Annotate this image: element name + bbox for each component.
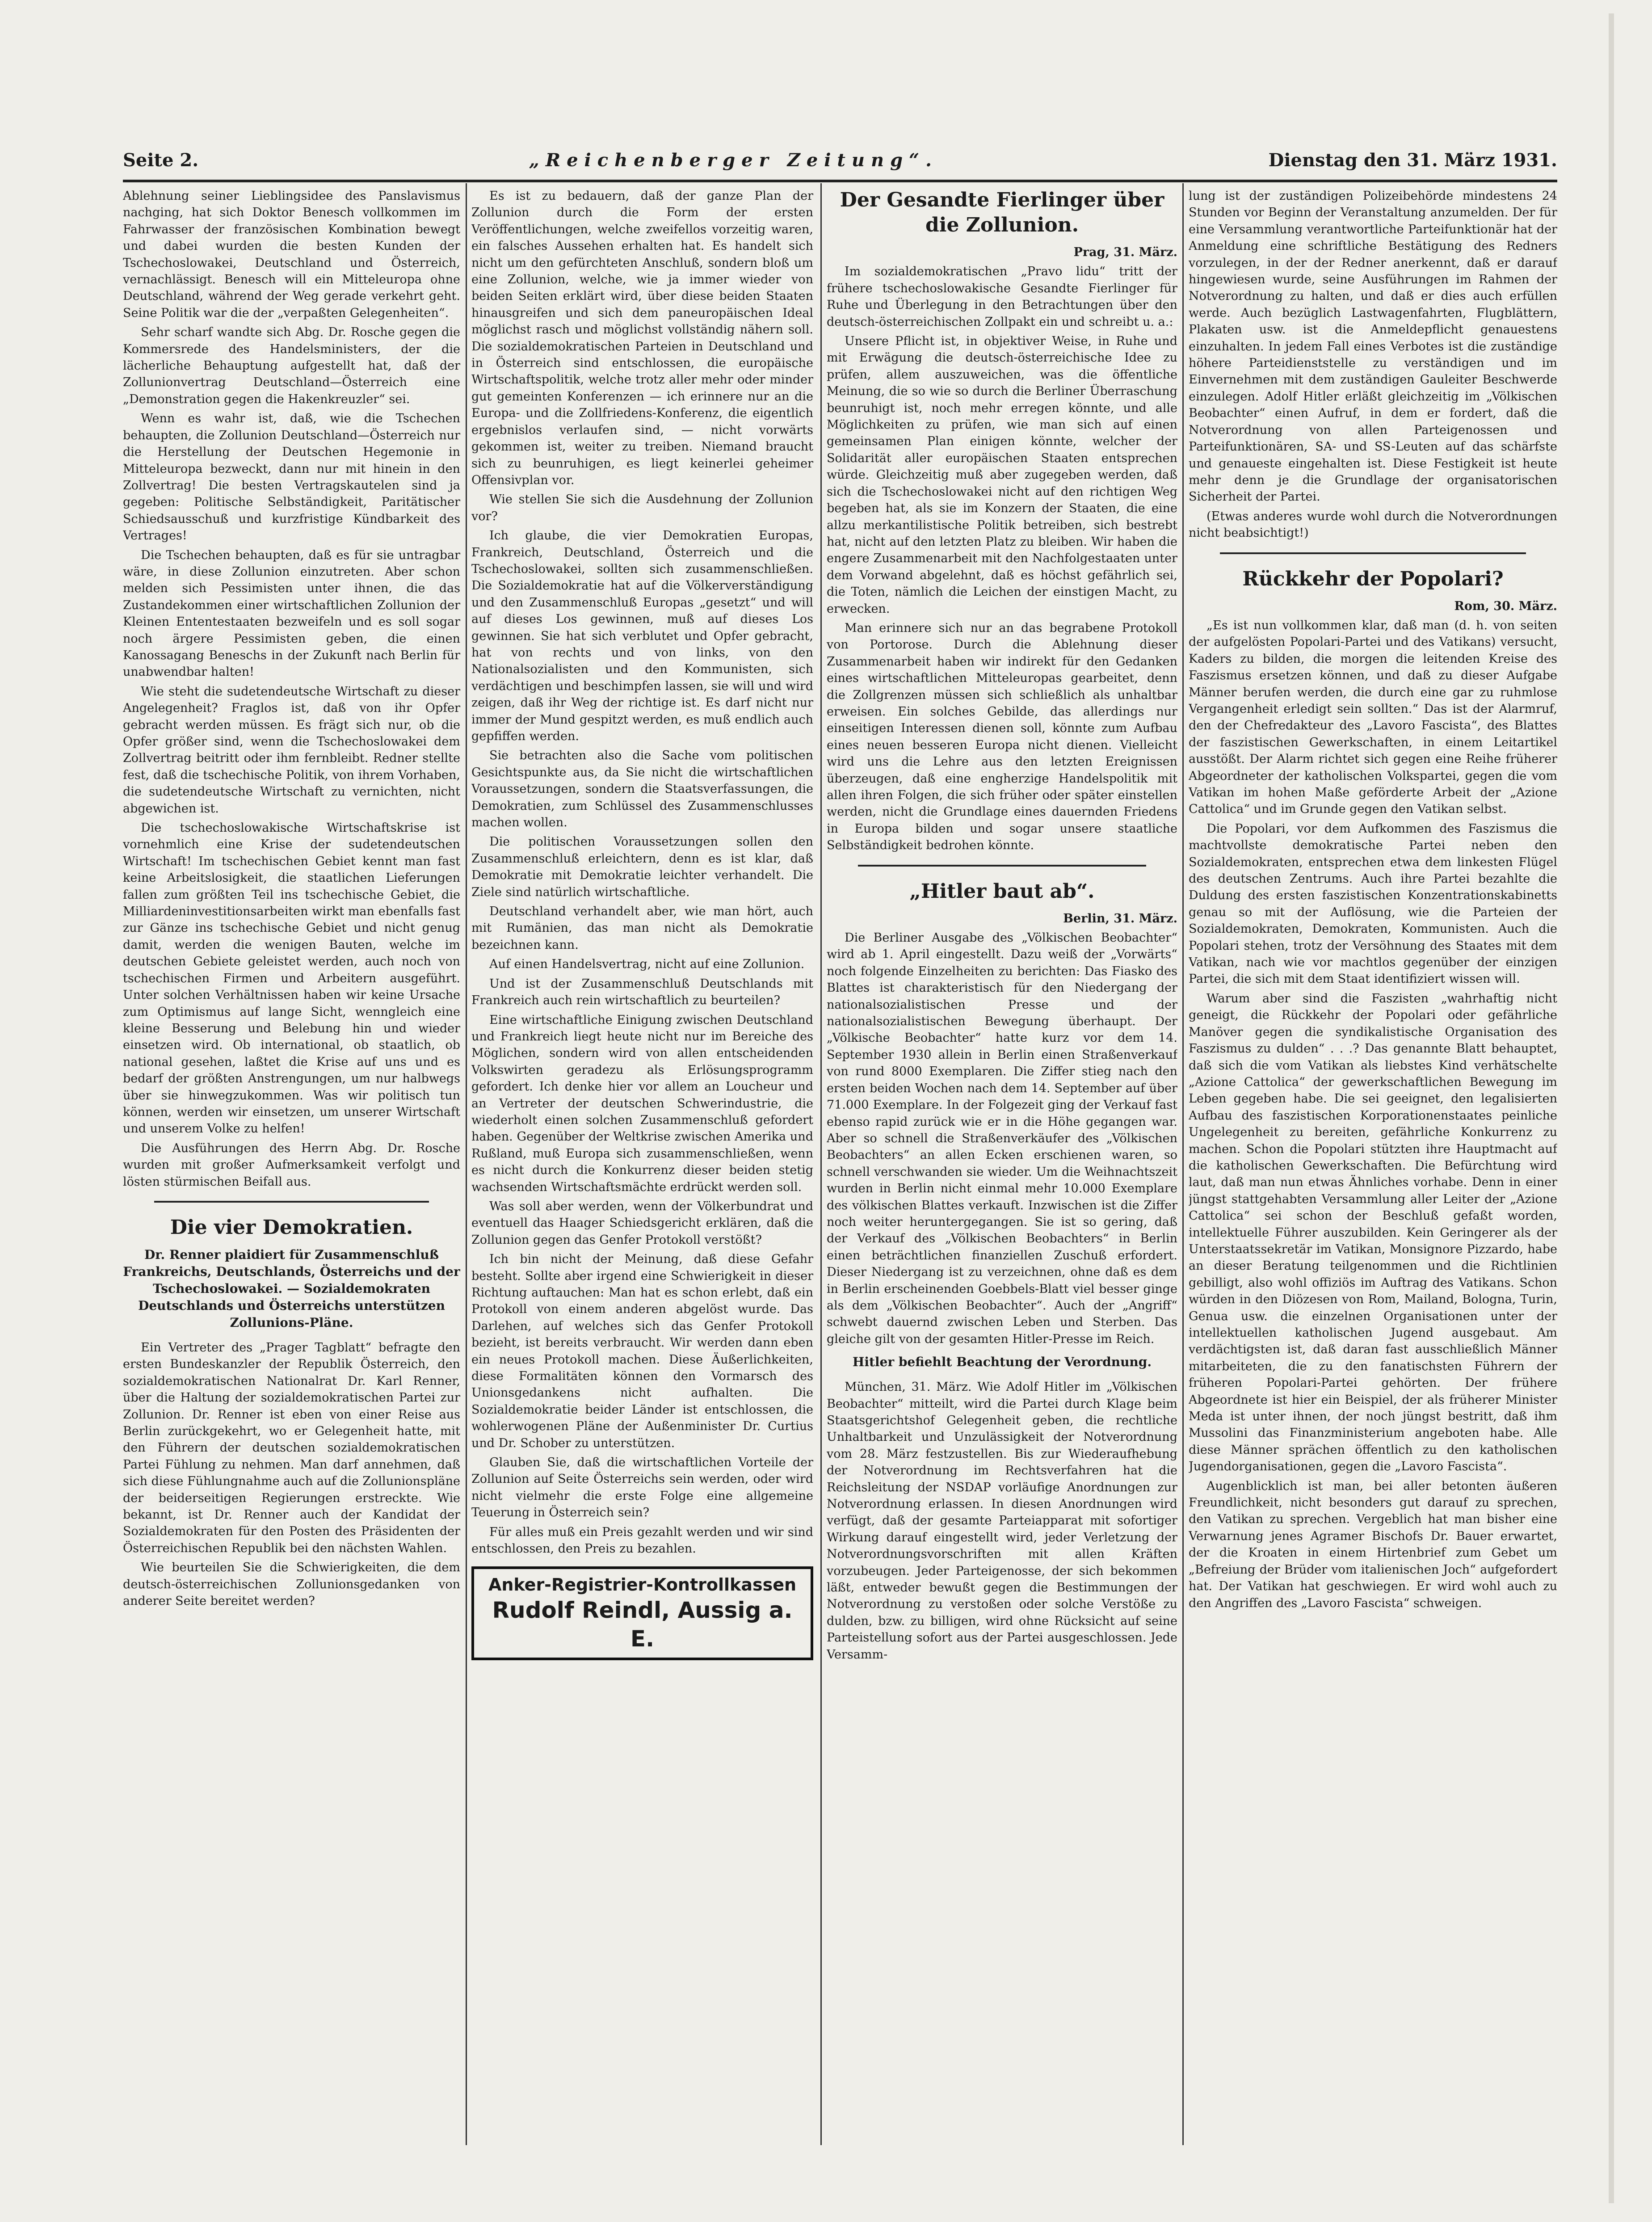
column-2 [471, 188, 813, 2145]
column-4 [1189, 188, 1557, 2145]
column-3 [827, 188, 1177, 2145]
article-paragraph: Eine wirtschaftliche Einigung zwischen Deutschland und Frankreich liegt heute nicht nur im Bereiche des Möglichen, sondern wird von allen entscheidenden Volkswirten geradezu als Erlösungsprogramm gefordert. Ich denke hier vor allem an Loucheur und an Vertreter der deutschen Schwerindustrie, die wiederholt einen solchen Zusammenschluß gefordert haben. Gegenüber der Weltkrise zwischen Amerika und Rußland, muß Europa sich zusammenschließen, wenn es nicht durch die Konkurrenz dieser beiden stetig wachsenden Wirtschaftsmächte erdrückt werden soll. [471, 1013, 813, 1194]
newspaper-title: „Reichenberger Zeitung“. [529, 149, 938, 171]
article-paragraph: Auf einen Handelsvertrag, nicht auf eine Zollunion. [489, 957, 805, 972]
article-paragraph: (Etwas anderes wurde wohl durch die Notverordnungen nicht beabsichtigt!) [1189, 509, 1557, 540]
article-paragraph: Die tschechoslowakische Wirtschaftskrise ist vornehmlich eine Krise der sudetendeutschen Wirtschaft! Im tschechischen Gebiet kennt man fast keine Arbeitslosigkeit, die staatlichen Lieferungen fallen zum größten Teil ins tschechische Gebiet, die Milliardeninvestitionsarbeiten wirkt man ebenfalls fast zur Gänze ins tschechische Gebiet und nicht genug damit, werden die wenigen Bauten, welche im deutschen Gebiete geleistet werden, auch noch von tschechischen Firmen und Arbeitern ausgeführt. Unter solchen Verhältnissen haben wir keine Ursache zum Optimismus auf lange Sicht, wenngleich eine kleine Besserung und Belebung hin und wieder einsetzen wird. Ob international, ob staatlich, ob national gesehen, laßtet die Krise auf uns und es bedarf der größten Anstrengungen, um nur halbwegs über sie hinwegzukommen. Was wir politisch tun können, werden wir einsetzen, um unserer Wirtschaft und unserem Volke zu helfen! [123, 821, 460, 1136]
article-paragraph: Sehr scharf wandte sich Abg. Dr. Rosche gegen die Kommersrede des Handelsministers, der die lächerliche Behauptung aufgestellt hat, daß der Zollunionvertrag Deutschland—Österreich eine „Demonstration gegen die Hakenkreuzler“ sei. [123, 325, 460, 406]
interview-question: Sie betrachten also die Sache vom politischen Gesichtspunkte aus, da Sie nicht die wirtschaftlichen Voraussetzungen, sondern die Staatsverfassungen, die Demokratien, zum Schlüssel des Zusammenschlusses machen wollen. [471, 749, 813, 830]
ad-line-2: Rudolf Reindl, Aussig a. E. [492, 1597, 793, 1652]
dateline: Berlin, 31. März. [1063, 911, 1177, 926]
column-1 [123, 188, 460, 2145]
article-paragraph: Wenn es wahr ist, daß, wie die Tschechen behaupten, die Zollunion Deutschland—Österreich nur die Herstellung der Deutschen Hegemonie in Mitteleuropa bezweckt, dann nur mit hinein in den Zollvertrag! Die besten Vertragskautelen sind ja gegeben: Politische Selbständigkeit, Paritätischer Schiedsausschuß und kurzfristige Kündbarkeit des Vertrages! [123, 412, 460, 543]
article-paragraph: Wie steht die sudetendeutsche Wirtschaft zu dieser Angelegenheit? Fraglos ist, daß von ihr Opfer gebracht werden müssen. Es frägt sich nur, ob die Opfer größer sind, wenn die Tschechoslowakei dem Zollvertrag beitritt oder ihm fernbleibt. Redner stellte fest, daß die tschechische Politik, von ihrem Vorhaben, die sudetendeutsche Wirtschaft zu vernichten, nicht abgewichen ist. [123, 684, 460, 816]
article-heading: Der Gesandte Fierlinger über die Zollunion. [840, 189, 1164, 236]
article-paragraph: Es ist zu bedauern, daß der ganze Plan der Zollunion durch die Form der ersten Veröffentlichungen, welche zweifellos vorzeitig waren, ein falsches Aussehen erhalten hat. Es handelt sich nicht um den gefürchteten Anschluß, sondern bloß um eine Zollunion, welche, wie ja immer wieder von beiden Seiten erklärt wird, über diese beiden Staaten hinausgreifen und sich dem paneuropäischen Ideal möglichst rasch und möglichst vollständig nähern soll. Die sozialdemokratischen Parteien in Deutschland und in Österreich sind entschlossen, die europäische Wirtschaftspolitik, welche trotz aller mehr oder minder gut gemeinten Konferenzen — ich erinnere nur an die Europa- und die Zollfriedens-Konferenz, die eigentlich ergebnislos verlaufen sind, — nicht vorwärts gekommen ist, weiter zu treiben. Niemand braucht sich zu beunruhigen, es liegt keinerlei geheimer Offensivplan vor. [471, 189, 813, 487]
advertisement [471, 1566, 813, 1660]
column-rule [1182, 183, 1184, 2145]
article-paragraph: „Es ist nun vollkommen klar, daß man (d. h. von seiten der aufgelösten Popolari-Partei und des Vatikans) versucht, Kaders zu bilden, die morgen die leitenden Kreise des Faszismus ersetzen können, und daß zu dieser Aufgabe Männer berufen werden, die durch eine gar zu ruhmlose Vergangenheit erledigt sein sollten.“ Das ist der Alarmruf, den der Chefredakteur des „Lavoro Fascista“, des Blattes der faszistischen Gewerkschaften, in einem Leitartikel ausstößt. Der Alarm richtet sich gegen eine Reihe früherer Abgeordneter der katholischen Volkspartei, gegen die vom Vatikan im hohen Maße geförderte Arbeit der „Azione Cattolica“ und im Grunde gegen den Vatikan selbst. [1189, 618, 1557, 816]
article-separator [154, 1201, 429, 1203]
article-paragraph: Ein Vertreter des „Prager Tagblatt“ befragte den ersten Bundeskanzler der Republik Österreich, den sozialdemokratischen Nationalrat Dr. Karl Renner, über die Haltung der sozialdemokratischen Partei zur Zollunion. Dr. Renner ist eben von einer Reise aus Berlin zurückgekehrt, wo er Gelegenheit hatte, mit den Führern der deutschen sozialdemokratischen Partei Fühlung zu nehmen. Man darf annehmen, daß sich diese Fühlungnahme auch auf die Zollunionspläne der beiderseitigen Regierungen erstreckte. Wie bekannt, ist Dr. Renner auch der Kandidat der Sozialdemokraten für den Posten des Präsidenten der Österreichischen Republik bei den nächsten Wahlen. [123, 1340, 460, 1555]
column-rule [466, 183, 467, 2145]
interview-question: Und ist der Zusammenschluß Deutschlands mit Frankreich auch rein wirtschaftlich zu beurteilen? [471, 976, 813, 1008]
interview-question: Was soll aber werden, wenn der Völkerbundrat und eventuell das Haager Schiedsgericht erklären, daß die Zollunion gegen das Genfer Protokoll verstößt? [471, 1199, 813, 1247]
article-paragraph: Deutschland verhandelt aber, wie man hört, auch mit Rumänien, das man nicht als Demokratie bezeichnen kann. [471, 905, 813, 952]
column-rule [820, 183, 822, 2145]
article-paragraph: Die Popolari, vor dem Aufkommen des Faszismus die machtvollste demokratische Partei neben den Sozialdemokraten, entsprechen etwa dem linkesten Flügel des deutschen Zentrums. Auch ihre Partei bezahlte die Duldung des ersten faszistischen Konzentrationskabinetts genau so mit der Auflösung, wie die Parteien der Sozialdemokraten, Demokraten, Kommunisten. Auch die Popolari stehen, trotz der Versöhnung des Staates mit dem Vatikan, nach wie vor machtlos gegenüber der einzigen Partei, die sich mit dem Staat identifiziert wissen will. [1189, 821, 1557, 986]
article-paragraph: Die Berliner Ausgabe des „Völkischen Beobachter“ wird ab 1. April eingestellt. Dazu weiß der „Vorwärts“ noch folgende Einzelheiten zu berichten: Das Fiasko des Blattes ist charakteristisch für den Niedergang der nationalsozialistischen Presse und der nationalsozialistischen Bewegung überhaupt. Der „Völkische Beobachter“ hatte kurz vor dem 14. September 1930 allein in Berlin einen Straßenverkauf von rund 8000 Exemplaren. Die Ziffer stieg nach den ersten beiden Wochen nach dem 14. September auf über 71.000 Exemplare. In der Folgezeit ging der Verkauf fast ebenso rapid zurück wie er in die Höhe gegangen war. Aber so schnell die Straßenverkäufer des „Völkischen Beobachters“ an allen Ecken erschienen waren, so schnell verschwanden sie wieder. Um die Weihnachtszeit wurden in Berlin nicht einmal mehr 10.000 Exemplare des völkischen Blattes verkauft. Inzwischen ist die Ziffer noch weiter heruntergegangen. Sie ist so gering, daß der Verkauf des „Völkischen Beobachters“ in Berlin einen beträchtlichen finanziellen Zuschuß erfordert. Dieser Niedergang ist zu verzeichnen, ohne daß es dem in Berlin erscheinenden Goebbels-Blatt viel besser ginge als dem „Völkischen Beobachter“. Auch der „Angriff“ schwebt dauernd zwischen Leben und Sterben. Das gleiche gilt von der gesamten Hitler-Presse im Reich. [827, 931, 1177, 1346]
article-paragraph: Die Ausführungen des Herrn Abg. Dr. Rosche wurden mit großer Aufmerksamkeit verfolgt und lösten stürmischen Beifall aus. [123, 1141, 460, 1189]
interview-question: Wie stellen Sie sich die Ausdehnung der Zollunion vor? [471, 492, 813, 523]
article-paragraph: Augenblicklich ist man, bei aller betonten äußeren Freundlichkeit, nicht besonders gut darauf zu sprechen, den Vatikan zu sprechen. Vergeblich hat man bisher eine Verwarnung jenes Agramer Bischofs Dr. Bauer erwartet, der die Kroaten in einem Hirtenbrief zum Gebet um „Befreiung der Brüder vom italienischen Joch“ aufgefordert hat. Der Vatikan hat geschwiegen. Er wird wohl auch zu den Angriffen des „Lavoro Fascista“ schweigen. [1189, 1479, 1557, 1610]
article-paragraph: Ich bin nicht der Meinung, daß diese Gefahr besteht. Sollte aber irgend eine Schwierigkeit in dieser Richtung auftauchen: Man hat es schon erlebt, daß ein Protokoll von einem anderen abgelöst wurde. Das Darlehen, auf welches sich das Genfer Protokoll bezieht, ist bereits verbraucht. Wir werden dann eben ein neues Protokoll machen. Diese Äußerlichkeiten, diese Formalitäten können den Vormarsch des Unionsgedankens nicht aufhalten. Die Sozialdemokratie beider Länder ist entschlossen, die wohlerwogenen Pläne der Außenminister Dr. Curtius und Dr. Schober zu unterstützen. [471, 1252, 813, 1450]
page-edge-shadow [1609, 13, 1614, 2203]
header-rule [123, 180, 1557, 182]
article-paragraph: Wie beurteilen Sie die Schwierigkeiten, die dem deutsch-österreichischen Zollunionsgedanken von anderer Seite bereitet werden? [123, 1561, 460, 1608]
article-paragraph: Ich glaube, die vier Demokratien Europas, Frankreich, Deutschland, Österreich und die Tschechoslowakei, sollten sich zusammenschließen. Die Sozialdemokratie hat auf die Völkerverständigung und den Zusammenschluß Europas „gesetzt“ und will auf dieses Los gewinnen, muß auf dieses Los gewinnen. Sie hat sich verblutet und Opfer gebracht, hat von rechts und von links, von den Nationalsozialisten und den Kommunisten, sich verdächtigen und beschimpfen lassen, sie will und wird zeigen, daß ihr Weg der richtige ist. Es darf nicht nur immer der Mund gespitzt werden, es muß endlich auch gepfiffen werden. [471, 529, 813, 743]
article-paragraph: Man erinnere sich nur an das begrabene Protokoll von Portorose. Durch die Ablehnung dieser Zusammenarbeit haben wir indirekt für den Gedanken eines wirtschaftlichen Mitteleuropas gearbeitet, denn die Zollgrenzen müssen sich schließlich als unhaltbar erweisen. Ein solches Gebilde, das allerdings nur einseitigen Interessen dienen soll, könnte zum Aufbau eines neuen besseren Europa nicht dienen. Vielleicht wird uns die Lehre aus den letzten Ereignissen überzeugen, daß eine engherzige Handelspolitik mit allen ihren Folgen, die sich früher oder später einstellen werden, nicht die Grundlage eines dauernden Friedens in Europa bilden und sogar unsere staatliche Selbständigkeit bedrohen könnte. [827, 621, 1177, 853]
page-number: Seite 2. [123, 149, 199, 171]
article-separator [858, 865, 1146, 867]
issue-date: Dienstag den 31. März 1931. [1268, 149, 1557, 171]
article-paragraph: München, 31. März. Wie Adolf Hitler im „Völkischen Beobachter“ mitteilt, wird die Partei durch Klage beim Staatsgerichtshof Gelegenheit geben, die rechtliche Unhaltbarkeit und Unzulässigkeit der Notverordnung vom 28. März festzustellen. Bis zur Wiederaufhebung der Notverordnung im Rechtsverfahren hat die Reichsleitung der NSDAP vorläufige Anordnungen zur Notverordnung erlassen. In diesen Anordnungen wird verfügt, daß der gesamte Parteiapparat mit sofortiger Wirkung darauf eingestellt wird, jeder Verletzung der Notverordnungsvorschriften mit allen Kräften vorzubeugen. Jeder Parteigenosse, der sich bekommen läßt, entweder bewußt gegen die Bestimmungen der Notverordnung zu verstoßen oder solche Verstöße zu dulden, bzw. zu billigen, wird ohne Rücksicht auf seine Parteistellung sofort aus der Partei ausgeschlossen. Jede Versamm- [827, 1380, 1177, 1662]
article-heading: Die vier Demokratien. [170, 1216, 413, 1239]
article-paragraph: Die politischen Voraussetzungen sollen den Zusammenschluß erleichtern, denn es ist klar, daß Demokratie mit Demokratie leichter verhandelt. Die Ziele sind natürlich wirtschaftliche. [471, 835, 813, 899]
article-paragraph: Warum aber sind die Faszisten „wahrhaftig nicht geneigt, die Rückkehr der Popolari oder gefährliche Manöver gegen die syndikalistische Organisation des Faszismus zu dulden“ . . .? Das genannte Blatt behauptet, daß sich die vom Vatikan als liebstes Kind verhätschelte „Azione Cattolica“ der gewerkschaftlichen Bewegung im Leben gegeben habe. Die sei geeignet, den legalisierten Aufbau des faszistischen Korporationenstaates peinliche Ungelegenheit zu bereiten, gefährliche Konkurrenz zu machen. Schon die Popolari stützten ihre Hauptmacht auf die katholischen Gewerkschaften. Die Befürchtung wird laut, daß man nun etwas Ähnliches vorhabe. Denn in einer jüngst stattgehabten Versammlung aller Leiter der „Azione Cattolica“ sei schon der Beschluß gefaßt worden, intellektuelle Führer auszubilden. Kein Geringerer als der Unterstaatssekretär im Vatikan, Monsignore Pizzardo, habe an dieser Beratung teilgenommen und die Richtlinien gebilligt, also wohl offiziös im Auftrag des Vatikans. Schon würden in den Diözesen von Rom, Mailand, Bologna, Turin, Genua usw. die einzelnen Organisationen unter der intellektuellen katholischen Jugend ausgebaut. Am verdächtigsten ist, daß daran fast ausschließlich Männer mitarbeiteten, die zu den fanatischsten Führern der früheren Popolari-Partei gehörten. Der frühere Abgeordnete ist hier ein Beispiel, der als früherer Minister Meda ist unter ihnen, der noch jüngst bestritt, daß ihm Mussolini das Finanzministerium angeboten habe. Alle diese Männer sprächen öffentlich zu den katholischen Jugendorganisationen, gegen die „Lavoro Fascista“. [1189, 991, 1557, 1474]
article-separator [1220, 552, 1526, 554]
article-paragraph: Ablehnung seiner Lieblingsidee des Panslavismus nachging, hat sich Doktor Benesch vollkommen im Fahrwasser der französischen Kombination bewegt und dabei wurden die besten Kunden der Tschechoslowakei, Deutschland und Österreich, vernachlässigt. Benesch will ein Mitteleuropa ohne Deutschland, während der Weg gerade verkehrt geht. Seine Politik war die der „verpaßten Gelegenheiten“. [123, 189, 460, 320]
article-paragraph: Die Tschechen behaupten, daß es für sie untragbar wäre, in diese Zollunion einzutreten. Aber schon melden sich Pessimisten unter ihnen, die das Zustandekommen einer wirtschaftlichen Zollunion der Kleinen Ententestaaten bezweifeln und es soll sogar noch ärgere Pessimisten geben, die einen Kanossagang Beneschs in der Zukunft nach Berlin für unabwendbar halten! [123, 548, 460, 679]
dateline: Rom, 30. März. [1454, 599, 1557, 613]
article-heading: Rückkehr der Popolari? [1242, 567, 1504, 590]
article-paragraph: Unsere Pflicht ist, in objektiver Weise, in Ruhe und mit Erwägung die deutsch-österreichische Idee zu prüfen, allem auszuweichen, was die öffentliche Meinung, die so wie so durch die Berliner Überraschung beunruhigt ist, noch mehr erregen könnte, und alle Möglichkeiten zu prüfen, wie man sich auf einen gemeinsamen Plan einigen könnte, welcher der Solidarität aller europäischen Staaten entsprechen würde. Gleichzeitig muß aber zugegeben werden, daß sich die Tschechoslowakei nicht auf den richtigen Weg begeben hat, als sie im Konzern der Staaten, die eine allzu merkantilistische Politik betreiben, sich bestrebt hat, nicht auf den letzten Platz zu bleiben. Wir haben die engere Zusammenarbeit mit den Nachfolgestaaten unter dem Vorwand abgelehnt, daß es höchst gefährlich sei, die Toten, nämlich die Leichen der einstigen Macht, zu erwecken. [827, 334, 1177, 616]
article-subheading: Hitler befiehlt Beachtung der Verordnung. [852, 1355, 1152, 1370]
page-header [123, 142, 1557, 178]
dateline: Prag, 31. März. [1073, 245, 1177, 259]
article-paragraph: Für alles muß ein Preis gezahlt werden und wir sind entschlossen, den Preis zu bezahlen. [471, 1525, 813, 1556]
article-subheading: Dr. Renner plaidiert für Zusammenschluß Frankreichs, Deutschlands, Österreichs und der Tschechoslowakei. — Sozialdemokraten Deutschlands und Österreichs unterstützen Zollunions-Pläne. [123, 1247, 460, 1330]
article-paragraph: Im sozialdemokratischen „Pravo lidu“ tritt der frühere tschechoslowakische Gesandte Fierlinger für Ruhe und Überlegung in den Betrachtungen über den deutsch-österreichischen Zollpakt ein und schreibt u. a.: [827, 265, 1177, 329]
ad-line-1: Anker-Registrier-Kontrollkassen [488, 1574, 797, 1595]
article-paragraph: lung ist der zuständigen Polizeibehörde mindestens 24 Stunden vor Beginn der Veranstaltung anzumelden. Der für eine Versammlung verantwortliche Parteifunktionär hat der Anmeldung eine schriftliche Bestätigung des Redners vorzulegen, in der der Redner anerkennt, daß er darauf hingewiesen wurde, seine Ausführungen im Rahmen der Notverordnung zu halten, und daß er dies auch erfüllen werde. Auch bezüglich Lastwagenfahrten, Flugblättern, Plakaten usw. ist die Anmeldepflicht genauestens einzuhalten. In jedem Fall eines Verbotes ist die zuständige höhere Parteidienststelle zu verständigen und im Einvernehmen mit dem zuständigen Gauleiter Beschwerde einzulegen. Adolf Hitler erläßt gleichzeitig im „Völkischen Beobachter“ einen Aufruf, in dem er fordert, daß die Notverordnung von allen Parteigenossen und Parteifunktionären, SA- und SS-Leuten auf das schärfste und genaueste eingehalten ist. Diese Festigkeit ist heute mehr denn je die Grundlage der organisatorischen Sicherheit der Partei. [1189, 189, 1557, 504]
article-heading: „Hitler baut ab“. [909, 880, 1095, 903]
interview-question: Glauben Sie, daß die wirtschaftlichen Vorteile der Zollunion auf Seite Österreichs sein werden, oder wird nicht vielmehr die erste Folge eine allgemeine Teuerung in Österreich sein? [471, 1456, 813, 1520]
